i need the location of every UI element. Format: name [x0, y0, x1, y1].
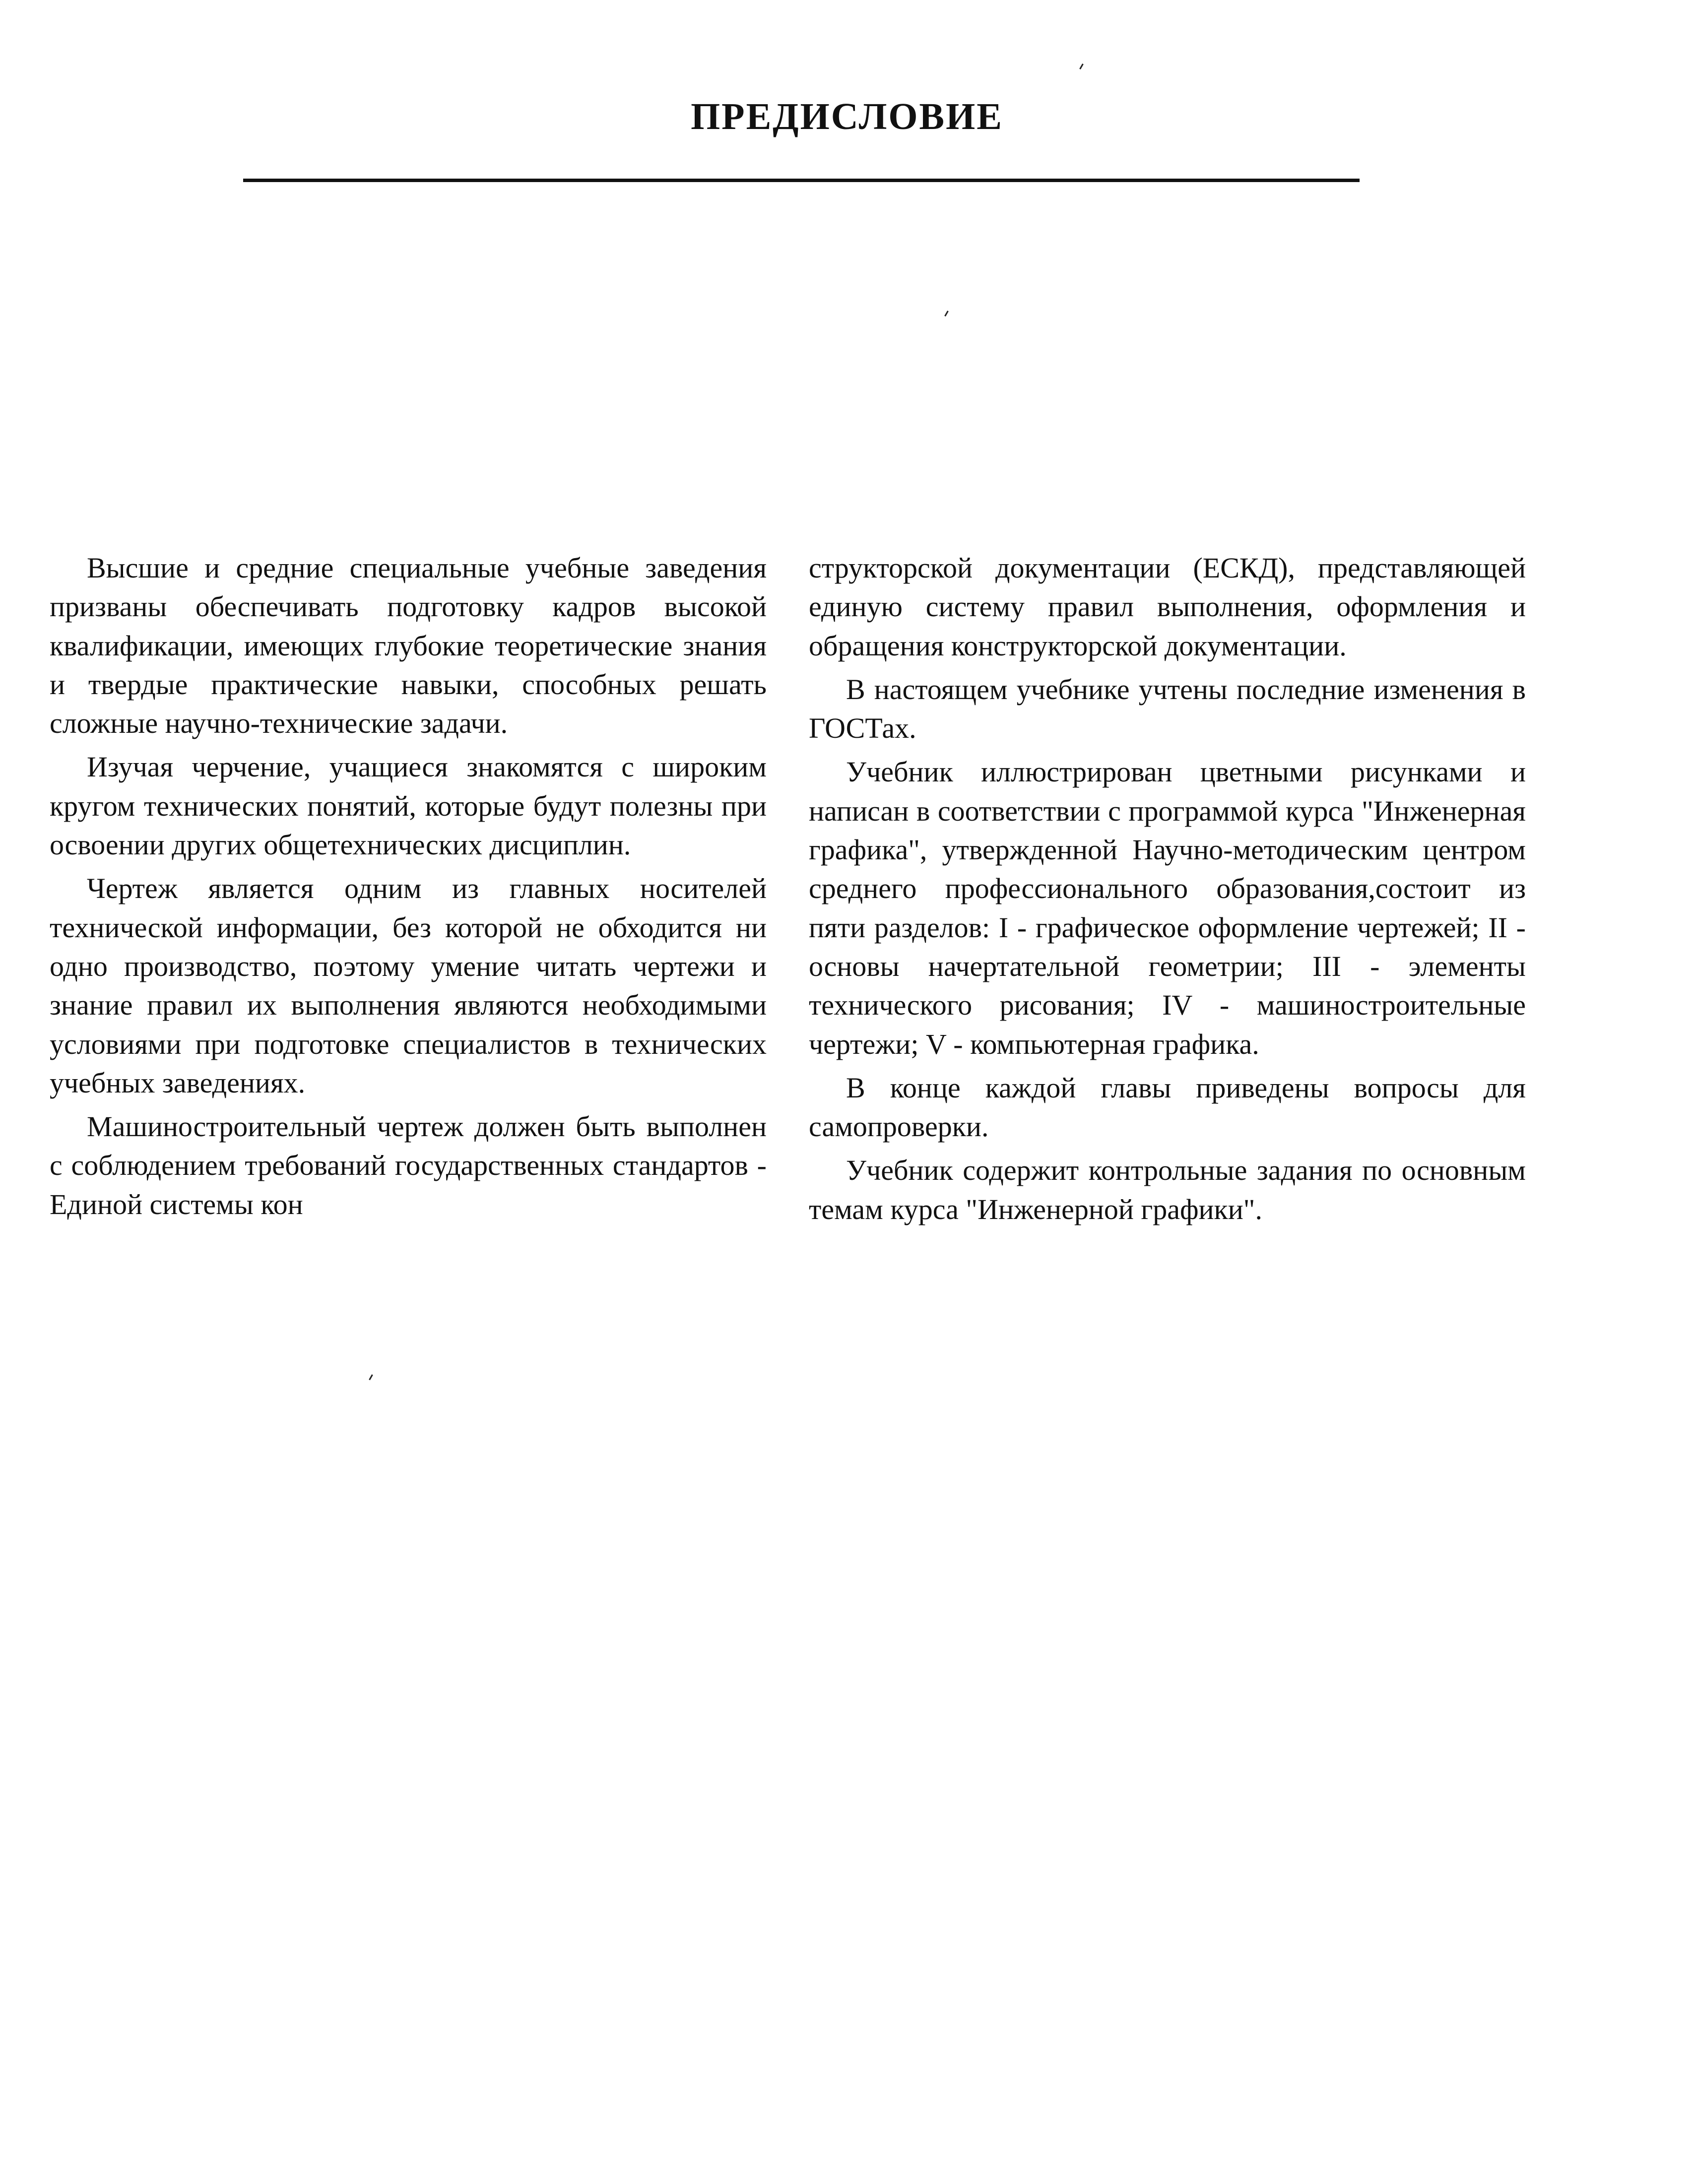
title-underline [243, 179, 1360, 182]
paragraph: Чертеж является одним из главных носителей технической информации, без которой не обходится ни одно производство, поэтому умение читать чертежи и знание правил их выполнения являются необходимыми условиями при подготовке специалистов в технических учебных заведениях. [50, 872, 767, 1099]
paragraph: Машиностроительный чертеж должен быть выполнен с соблюдением требований государственных стандартов - Единой системы кон [50, 1110, 767, 1220]
right-text-column [809, 549, 1526, 1234]
left-text-column [50, 549, 767, 1229]
paragraph: Высшие и средние специальные учебные заведения призваны обеспечивать подготовку кадров высокой квалификации, имеющих глубокие теоретические знания и твердые практические навыки, способных решать сложные научно-технические задачи. [50, 552, 767, 740]
paragraph: Учебник содержит контрольные задания по основным темам курса "Инженерной графики". [809, 1154, 1526, 1225]
scan-speck [369, 1374, 373, 1380]
paragraph: Учебник иллюстрирован цветными рисунками и написан в соответствии с программой курса "Инженерная графика", утвержденной Научно-методическим центром среднего профессионального образования,состоит из пяти разделов: I - графическое оформление чертежей; II - основы начертательной геометрии; III - элементы технического рисования; IV - машиностроительные чертежи; V - компьютерная графика. [809, 756, 1526, 1060]
scan-speck [944, 311, 949, 317]
scan-speck [1079, 64, 1084, 69]
paragraph: В настоящем учебнике учтены последние изменения в ГОСТах. [809, 673, 1526, 745]
page-title: ПРЕДИСЛОВИЕ [691, 96, 1003, 137]
paragraph: Изучая черчение, учащиеся знакомятся с широким кругом технических понятий, которые будут полезны при освоении других общетехнических дисциплин. [50, 751, 767, 861]
paragraph-continuation: структорской документации (ЕСКД), представляющей единую систему правил выполнения, оформления и обращения конструкторской документации. [809, 552, 1526, 662]
paragraph: В конце каждой главы приведены вопросы для самопроверки. [809, 1071, 1526, 1143]
